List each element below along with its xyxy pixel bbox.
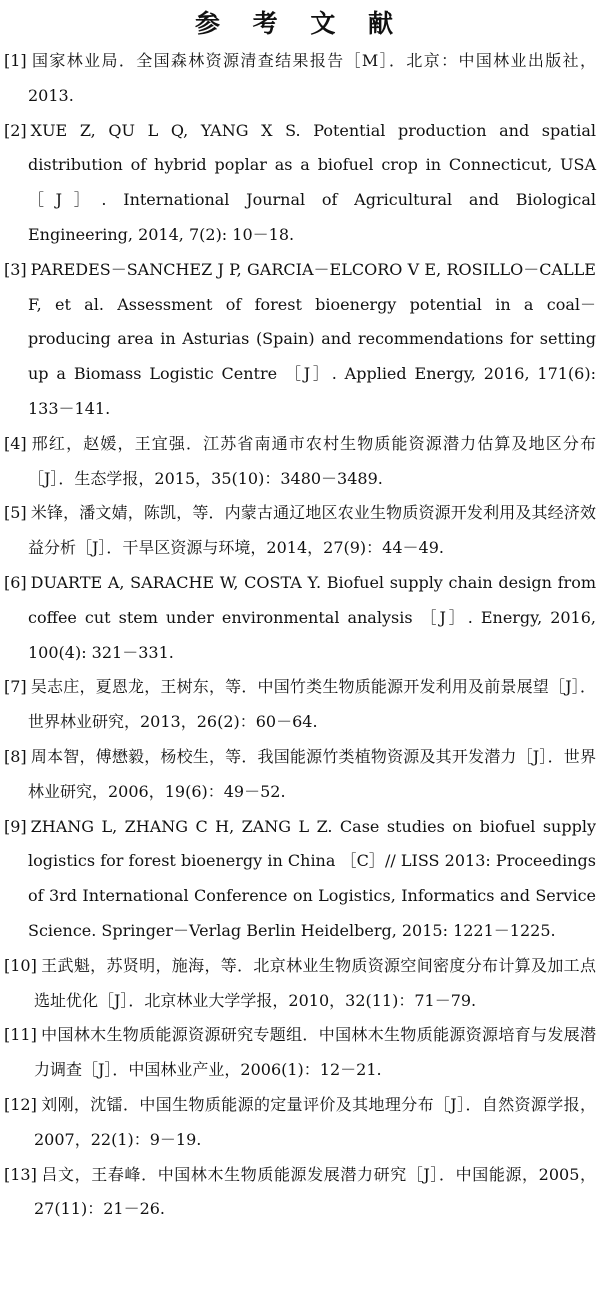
reference-item-5 bbox=[4, 496, 596, 566]
reference-text: XUE Z, QU L Q, YANG X S. Potential production and spatial distribution of hybrid poplar as a biofuel crop in Connecticut, USA ［J］. International Journal of Agricultural and Biological Engineering, 2014, 7(2): 10－18. bbox=[28, 120, 596, 244]
reference-number: [8] bbox=[4, 746, 27, 766]
reference-list bbox=[4, 44, 596, 1227]
reference-item-4 bbox=[4, 427, 596, 497]
reference-item-13 bbox=[4, 1158, 596, 1228]
reference-number: [2] bbox=[4, 120, 27, 140]
reference-text: 刘刚，沈镭．中国生物质能源的定量评价及其地理分布［J］．自然资源学报，2007，22(1)：9－19. bbox=[34, 1094, 596, 1149]
reference-text: PAREDES－SANCHEZ J P, GARCIA－ELCORO V E, ROSILLO－CALLE F, et al. Assessment of forest bioenergy potential in a coal－producing area in Asturias (Spain) and recommendations for setting up a Biomass Logistic Centre ［J］. Applied Energy, 2016, 171(6): 133－141. bbox=[28, 259, 596, 418]
reference-item-9 bbox=[4, 810, 596, 949]
reference-text: 米锋，潘文婧，陈凯，等．内蒙古通辽地区农业生物质资源开发利用及其经济效益分析［J］．干旱区资源与环境，2014，27(9)：44－49. bbox=[28, 503, 596, 558]
reference-number: [1] bbox=[4, 51, 27, 70]
reference-number: [9] bbox=[4, 816, 27, 836]
reference-number: [13] bbox=[4, 1164, 37, 1184]
reference-item-1 bbox=[4, 44, 596, 114]
reference-text: 王武魁，苏贤明，施海，等．北京林业生物质资源空间密度分布计算及加工点选址优化［J］．北京林业大学学报，2010，32(11)：71－79. bbox=[34, 955, 596, 1010]
reference-item-3 bbox=[4, 253, 596, 427]
references-heading: 参 考 文 献 bbox=[194, 9, 406, 38]
reference-item-10 bbox=[4, 949, 596, 1019]
reference-text: 国家林业局．全国森林资源清查结果报告［M］．北京：中国林业出版社，2013. bbox=[28, 51, 596, 105]
reference-number: [10] bbox=[4, 955, 37, 975]
reference-item-2 bbox=[4, 114, 596, 253]
reference-text: 吕文，王春峰．中国林木生物质能源发展潜力研究［J］．中国能源，2005，27(11)：21－26. bbox=[34, 1164, 596, 1219]
reference-text: ZHANG L, ZHANG C H, ZANG L Z. Case studies on biofuel supply logistics for forest bioenergy in China ［C］// LISS 2013: Proceedings of 3rd International Conference on Logistics, Informatics and Service Science. Springer－Verlag Berlin Heidelberg, 2015: 1221－1225. bbox=[28, 816, 596, 940]
reference-text: 邢红，赵媛，王宜强．江苏省南通市农村生物质能资源潜力估算及地区分布［J］．生态学报，2015，35(10)：3480－3489. bbox=[28, 433, 596, 488]
reference-item-8 bbox=[4, 740, 596, 810]
reference-text: DUARTE A, SARACHE W, COSTA Y. Biofuel supply chain design from coffee cut stem under environmental analysis ［J］. Energy, 2016, 100(4): 321－331. bbox=[28, 572, 596, 662]
reference-number: [12] bbox=[4, 1094, 37, 1114]
reference-text: 中国林木生物质能源资源研究专题组．中国林木生物质能源资源培育与发展潜力调查［J］．中国林业产业，2006(1)：12－21. bbox=[34, 1025, 596, 1080]
reference-item-6 bbox=[4, 566, 596, 670]
reference-item-7 bbox=[4, 670, 596, 740]
reference-text: 吴志庄，夏恩龙，王树东，等．中国竹类生物质能源开发利用及前景展望［J］．世界林业研究，2013，26(2)：60－64. bbox=[28, 677, 596, 732]
reference-number: [6] bbox=[4, 572, 27, 592]
reference-item-11 bbox=[4, 1018, 596, 1088]
reference-number: [4] bbox=[4, 433, 27, 453]
reference-item-12 bbox=[4, 1088, 596, 1158]
reference-number: [11] bbox=[4, 1025, 37, 1045]
reference-number: [7] bbox=[4, 677, 27, 697]
reference-text: 周本智，傅懋毅，杨校生，等．我国能源竹类植物资源及其开发潜力［J］．世界林业研究，2006，19(6)：49－52. bbox=[28, 746, 596, 801]
reference-number: [5] bbox=[4, 503, 27, 523]
reference-number: [3] bbox=[4, 259, 27, 279]
